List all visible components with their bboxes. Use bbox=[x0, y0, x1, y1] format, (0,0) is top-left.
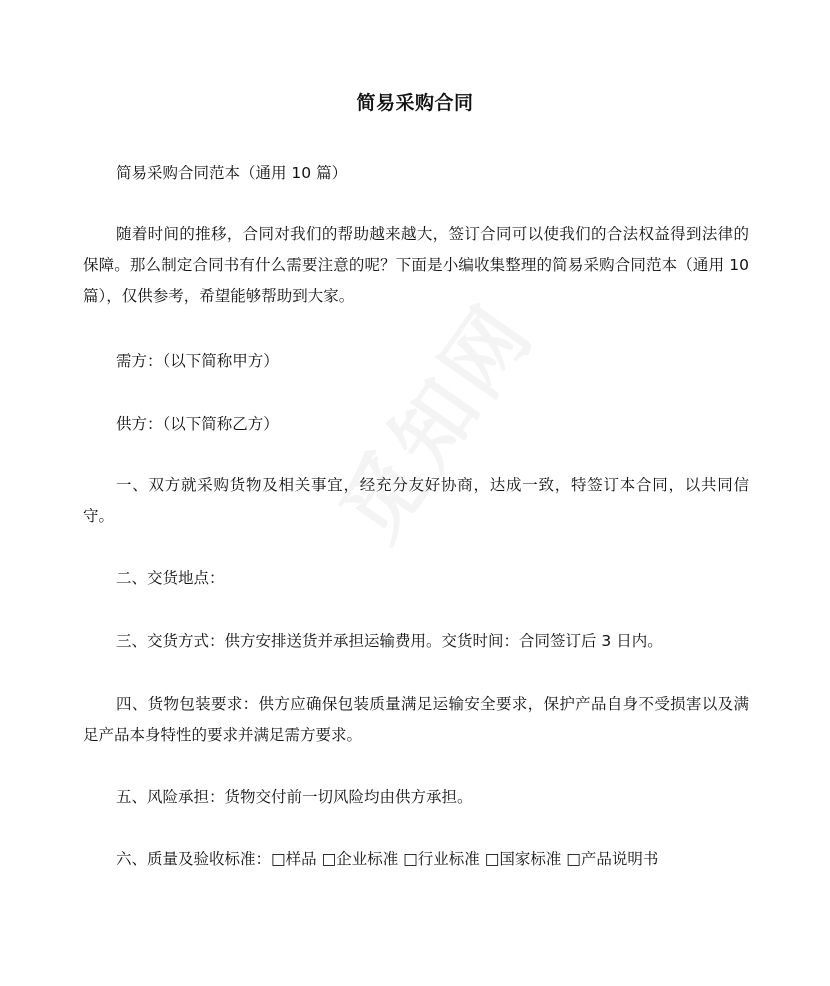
article-3: 三、交货方式：供方安排送货并承担运输费用。交货时间：合同签订后 3 日内。 bbox=[116, 632, 663, 650]
description-paragraph: 随着时间的推移，合同对我们的帮助越来越大，签订合同可以使我们的合法权益得到法律的保障。那么制定合同书有什么需要注意的呢？下面是小编收集整理的简易采购合同范本（通用 10 篇），仅供参考，希望能够帮助到大家。 bbox=[83, 225, 749, 305]
document-title: 简易采购合同 bbox=[356, 92, 474, 114]
article-6: 六、质量及验收标准：□样品 □企业标准 □行业标准 □国家标准 □产品说明书 bbox=[116, 850, 659, 868]
article-4: 四、货物包装要求：供方应确保包装质量满足运输安全要求，保护产品自身不受损害以及满足产品本身特性的要求并满足需方要求。 bbox=[83, 695, 749, 744]
article-2: 二、交货地点： bbox=[116, 569, 225, 587]
buyer-line: 需方：（以下简称甲方） bbox=[116, 352, 279, 370]
article-1: 一、双方就采购货物及相关事宜，经充分友好协商，达成一致，特签订本合同，以共同信守。 bbox=[83, 476, 749, 525]
seller-line: 供方：（以下简称乙方） bbox=[116, 415, 279, 433]
article-5: 五、风险承担：货物交付前一切风险均由供方承担。 bbox=[116, 788, 473, 806]
intro-paragraph: 简易采购合同范本（通用 10 篇） bbox=[116, 164, 348, 182]
